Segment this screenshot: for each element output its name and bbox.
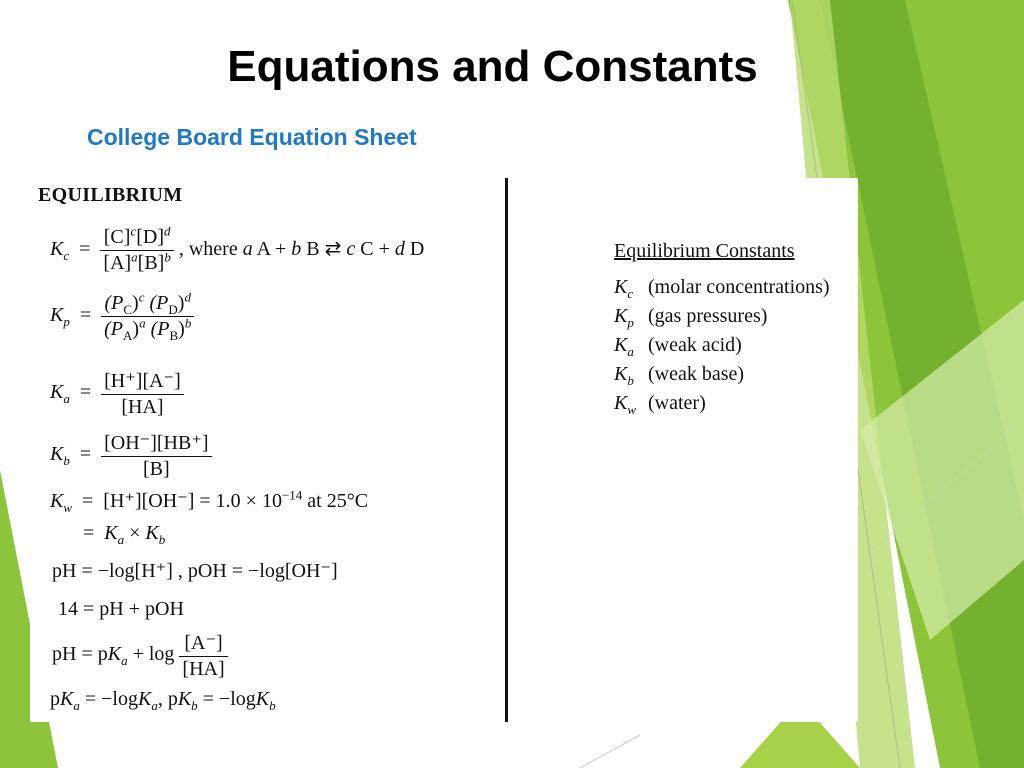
kc-equation: $K_c$ = $\frac{[C]^c[D]^d}{[A]^a[B]^b}$ , where a A + b B ⇄ c C + d D	[50, 223, 425, 274]
kc-eq: =	[79, 238, 91, 261]
kc-symbol: K	[50, 238, 64, 261]
constant-item: $K_b$ (weak base)	[614, 363, 745, 388]
kc-sub: c	[63, 248, 70, 264]
pka-pkb-equation: $pK_a = -\log K_a$, $pK_b = -\log K_b$	[50, 688, 276, 713]
column-divider	[505, 178, 508, 722]
kc-fraction: $\frac{[C]^c[D]^d}{[A]^a[B]^b}$	[100, 226, 173, 275]
section-heading-equilibrium: EQUILIBRIUM	[38, 184, 183, 206]
constants-heading: Equilibrium Constants	[614, 240, 795, 262]
hh-fraction: $\frac{[A^-]}{[HA]}$	[179, 630, 227, 681]
ka-equation: $K_a$ = $\frac{[H^+][A^-]}{[HA]}$	[50, 368, 184, 419]
ph-sum-equation: 14 = pH + pOH	[58, 598, 184, 620]
constant-item: $K_p$ (gas pressures)	[614, 305, 768, 330]
kc-where: , where	[178, 238, 238, 261]
kb-fraction: $\frac{[OH^-][HB^+]}{[B]}$	[101, 430, 211, 481]
equation-sheet	[30, 178, 858, 722]
constant-item: $K_w$ (water)	[614, 392, 706, 417]
ph-poh-equation: pH = −log[H⁺] , pOH = −log[OH⁻]	[52, 560, 338, 582]
kb-equation: $K_b$ = $\frac{[OH^-][HB^+]}{[B]}$	[50, 430, 212, 481]
kw-equation: $K_w = [H^+][OH^-] = 1.0 \times 10^{-14}$ at 25°C	[50, 487, 369, 515]
kw-equation-line2: = $K_a \times K_b$	[83, 522, 166, 547]
kp-fraction: $\frac{(P_C)^c (P_D)^d}{(P_A)^a (P_B)^b}$	[101, 292, 194, 341]
equilibrium-arrow-icon: ⇄	[324, 238, 342, 261]
slide-title: Equations and Constants	[227, 42, 758, 91]
constant-item: $K_a$ (weak acid)	[614, 334, 742, 359]
henderson-hasselbalch-equation: pH = $pK_a + \log$ $\frac{[A^-]}{[HA]}$	[52, 630, 228, 681]
slide-subtitle: College Board Equation Sheet	[87, 124, 417, 150]
constant-item: $K_c$ (molar concentrations)	[614, 276, 830, 301]
thin-line-c	[580, 735, 640, 768]
ka-fraction: $\frac{[H^+][A^-]}{[HA]}$	[101, 368, 184, 419]
kp-equation: $K_p$ = $\frac{(P_C)^c (P_D)^d}{(P_A)^a (P_B)^b}$	[50, 292, 194, 341]
